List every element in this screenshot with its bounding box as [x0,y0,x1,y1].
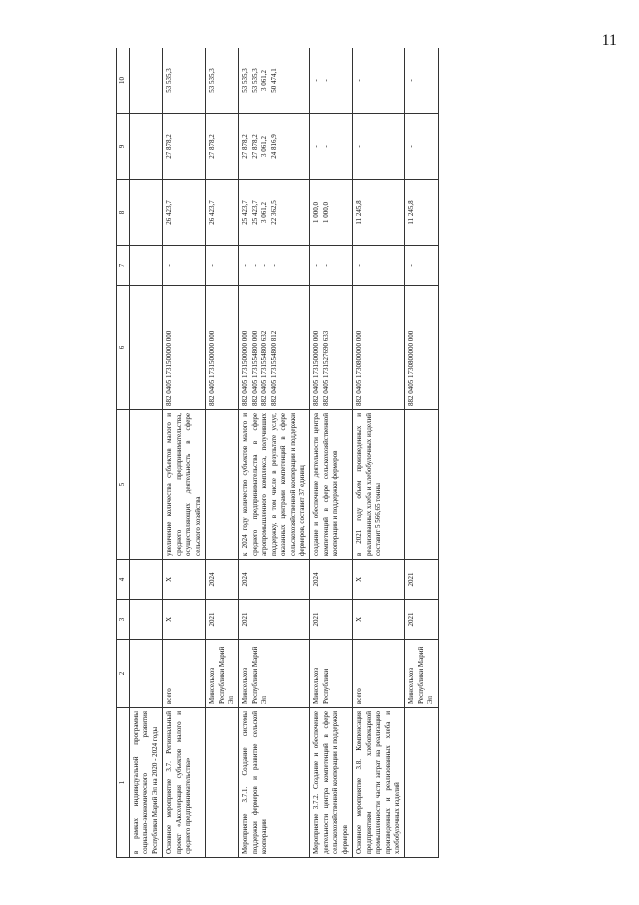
table-cell-c2: всего [163,640,206,708]
table-cell-c3: 2021 [405,600,438,640]
table-cell-c4: 2024 [206,560,239,600]
table-cell-c4: 2024 [310,560,353,600]
table-cell-c6: 882 0405 1731500000 000 [206,286,239,410]
table-cell-c1: в рамках индивидуальной программы социально-экономического развития Республики Марий Эл на 2020 - 2024 годы [130,708,163,858]
table-row [353,48,405,858]
table-cell-c5: в 2021 году объем произведенных и реализованных хлеба и хлебобулочных изделий составит 5 566,65 тонны [353,410,405,560]
table-cell-c6: 882 0405 1731500000 000 882 0405 1731527690 633 [310,286,353,410]
table-cell-c10: - - [310,48,353,114]
table-cell-c3 [130,600,163,640]
header-cell: 3 [117,600,130,640]
table-cell-c2 [130,640,163,708]
table-cell-c7: - - [310,246,353,286]
table-cell-c10: 53 535,3 [163,48,206,114]
header-cell: 9 [117,114,130,180]
table-cell-c7: - [353,246,405,286]
table-cell-c6: 882 0405 1730800000 000 [353,286,405,410]
table-cell-c10: - [353,48,405,114]
header-cell: 10 [117,48,130,114]
header-cell: 7 [117,246,130,286]
table-row [310,48,353,858]
table-cell-c5 [130,410,163,560]
table-cell-c1 [405,708,438,858]
table-cell-c1: Мероприятие 3.7.2. Создание и обеспечение деятельности центра компетенций в сфере сельскохозяйственной кооперации и поддержки фермеров [310,708,353,858]
table-cell-c2: Минсельхоз Республики Марий Эл [405,640,438,708]
table-cell-c4: 2021 [405,560,438,600]
table-cell-c4 [130,560,163,600]
table-cell-c9: 27 878,2 [163,114,206,180]
table-cell-c3: 2021 [239,600,310,640]
table-row [163,48,206,858]
table-cell-c3: 2021 [206,600,239,640]
table-cell-c8: 1 000,0 1 000,0 [310,180,353,246]
table-cell-c10: 53 535,3 [206,48,239,114]
table-cell-c6: 882 0405 1730800000 000 [405,286,438,410]
table-cell-c8 [130,180,163,246]
table-cell-c2: Минсельхоз Республики Марий Эл [239,640,310,708]
table-cell-c3: X [163,600,206,640]
table-cell-c7: - [405,246,438,286]
table-cell-c1: Мероприятие 3.7.1. Создание системы поддержки фермеров и развитие сельской кооперации [239,708,310,858]
table-cell-c5: увеличение количества субъектов малого и среднего предпринимательства, осуществляющих деятельность в сфере сельского хозяйства [163,410,206,560]
table-cell-c8: 11 245,8 [353,180,405,246]
table-cell-c7: - [163,246,206,286]
table-cell-c9: - [353,114,405,180]
table-cell-c6: 882 0405 1731500000 000 [163,286,206,410]
table-row [405,48,438,858]
table-cell-c10: - [405,48,438,114]
table-cell-c8: 26 423,7 [163,180,206,246]
table-row [130,48,163,858]
table-cell-c10: 53 535,3 53 535,3 3 061,2 50 474,1 [239,48,310,114]
header-row [117,48,130,858]
header-cell: 6 [117,286,130,410]
table-cell-c4: X [353,560,405,600]
header-cell: 4 [117,560,130,600]
table-cell-c10 [130,48,163,114]
table-cell-c1 [206,708,239,858]
table-cell-c4: X [163,560,206,600]
table-cell-c1: Основное мероприятие 3.8. Компенсация предприятиям хлебопекарной промышленности части затрат на реализацию произведенных и реализованных хлеба и хлебобулочных изделий [353,708,405,858]
table-cell-c8: 11 245,8 [405,180,438,246]
header-cell: 2 [117,640,130,708]
header-cell: 1 [117,708,130,858]
table-cell-c6: 882 0405 1731500000 000 882 0405 1731554800 000 882 0405 1731554800 632 882 0405 1731554800 812 [239,286,310,410]
budget-table [116,48,439,858]
table-cell-c8: 26 423,7 [206,180,239,246]
table-cell-c7: - [206,246,239,286]
table-cell-c7: - - - - [239,246,310,286]
table-cell-c4: 2024 [239,560,310,600]
header-cell: 8 [117,180,130,246]
table-cell-c1: Основное мероприятие 3.7. Региональный проект «Акселерация субъектов малого и среднего предпринимательства» [163,708,206,858]
table-cell-c9: - [405,114,438,180]
table-body [130,48,439,858]
rotated-table [116,48,616,858]
table-cell-c9: 27 878,2 27 878,2 3 061,2 24 816,9 [239,114,310,180]
table-row [239,48,310,858]
table-cell-c9: - - [310,114,353,180]
table-cell-c2: всего [353,640,405,708]
table-cell-c9: 27 878,2 [206,114,239,180]
table-cell-c6 [130,286,163,410]
page-number: 11 [601,32,617,49]
table-cell-c3: X [353,600,405,640]
table-cell-c5: к 2024 году количество субъектов малого и среднего предпринимательства в сфере агропромышленного комплекса, получивших поддержку, в том числе в результате услуг, оказанных центрами компетенций в сфере сельскохозяйственной кооперации и поддержки фермеров, составит 37 единиц [239,410,310,560]
table-cell-c7 [130,246,163,286]
table-cell-c5 [206,410,239,560]
rotated-table-area [116,48,616,858]
table-row [206,48,239,858]
header-cell: 5 [117,410,130,560]
table-cell-c9 [130,114,163,180]
table-cell-c8: 25 423,7 25 423,7 3 061,2 22 362,5 [239,180,310,246]
table-cell-c3: 2021 [310,600,353,640]
table-cell-c5 [405,410,438,560]
table-cell-c5: создание и обеспечение деятельности центра компетенций в сфере сельскохозяйственной кооперации и поддержки фермеров [310,410,353,560]
table-cell-c2: Минсельхоз Республики Марий Эл [206,640,239,708]
table-cell-c2: Минсельхоз Республики [310,640,353,708]
